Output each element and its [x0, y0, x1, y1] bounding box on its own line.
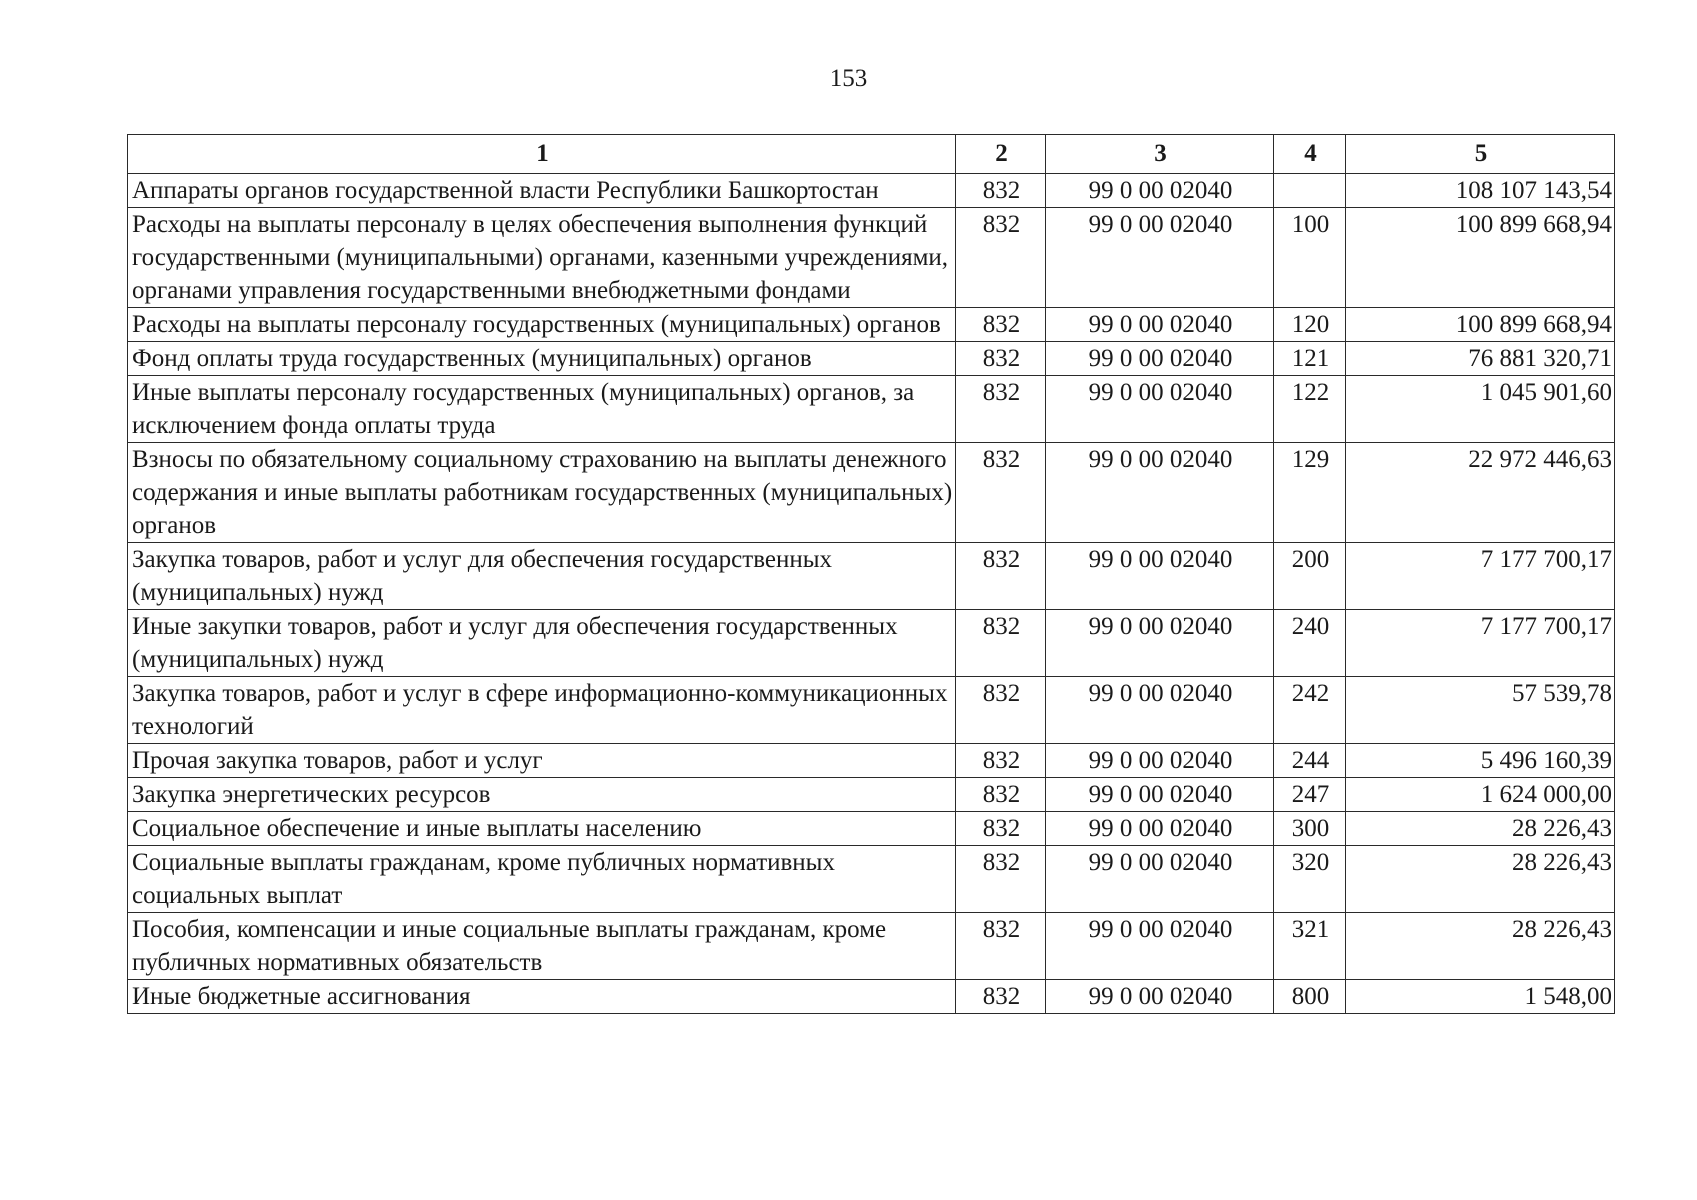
cell-ved: 832 [956, 913, 1046, 980]
cell-name: Прочая закупка товаров, работ и услуг [128, 744, 956, 778]
table-row [128, 846, 1615, 913]
cell-name: Иные бюджетные ассигнования [128, 980, 956, 1014]
cell-sum: 28 226,43 [1346, 913, 1615, 980]
cell-sum: 100 899 668,94 [1346, 208, 1615, 308]
cell-csr: 99 0 00 02040 [1046, 308, 1274, 342]
cell-csr: 99 0 00 02040 [1046, 376, 1274, 443]
cell-ved: 832 [956, 376, 1046, 443]
table-row [128, 778, 1615, 812]
cell-name: Расходы на выплаты персоналу в целях обеспечения выполнения функций государственными (муниципальными) органами, казенными учреждениями, органами управления государственными внебюджетными фондами [128, 208, 956, 308]
cell-vr: 321 [1274, 913, 1346, 980]
cell-vr: 120 [1274, 308, 1346, 342]
cell-csr: 99 0 00 02040 [1046, 543, 1274, 610]
cell-sum: 1 045 901,60 [1346, 376, 1615, 443]
cell-vr: 242 [1274, 677, 1346, 744]
cell-ved: 832 [956, 778, 1046, 812]
cell-ved: 832 [956, 543, 1046, 610]
cell-name: Расходы на выплаты персоналу государственных (муниципальных) органов [128, 308, 956, 342]
cell-csr: 99 0 00 02040 [1046, 980, 1274, 1014]
cell-name: Социальные выплаты гражданам, кроме публичных нормативных социальных выплат [128, 846, 956, 913]
table-row [128, 208, 1615, 308]
cell-vr: 800 [1274, 980, 1346, 1014]
cell-name: Иные закупки товаров, работ и услуг для обеспечения государственных (муниципальных) нужд [128, 610, 956, 677]
table-row [128, 812, 1615, 846]
cell-sum: 57 539,78 [1346, 677, 1615, 744]
cell-sum: 76 881 320,71 [1346, 342, 1615, 376]
cell-name: Закупка товаров, работ и услуг для обеспечения государственных (муниципальных) нужд [128, 543, 956, 610]
cell-csr: 99 0 00 02040 [1046, 913, 1274, 980]
budget-table [127, 134, 1615, 1014]
cell-ved: 832 [956, 677, 1046, 744]
table-row [128, 980, 1615, 1014]
cell-vr: 122 [1274, 376, 1346, 443]
cell-csr: 99 0 00 02040 [1046, 342, 1274, 376]
cell-vr: 244 [1274, 744, 1346, 778]
cell-csr: 99 0 00 02040 [1046, 610, 1274, 677]
table-row [128, 610, 1615, 677]
cell-vr: 320 [1274, 846, 1346, 913]
header-cell-name: 1 [128, 135, 956, 174]
cell-csr: 99 0 00 02040 [1046, 443, 1274, 543]
cell-name: Иные выплаты персоналу государственных (муниципальных) органов, за исключением фонда оплаты труда [128, 376, 956, 443]
cell-sum: 100 899 668,94 [1346, 308, 1615, 342]
cell-sum: 108 107 143,54 [1346, 174, 1615, 208]
cell-csr: 99 0 00 02040 [1046, 778, 1274, 812]
table-body [128, 174, 1615, 1014]
cell-name: Закупка энергетических ресурсов [128, 778, 956, 812]
header-cell-ved: 2 [956, 135, 1046, 174]
header-row [128, 135, 1615, 174]
cell-sum: 1 624 000,00 [1346, 778, 1615, 812]
cell-csr: 99 0 00 02040 [1046, 208, 1274, 308]
cell-vr: 240 [1274, 610, 1346, 677]
table-row [128, 543, 1615, 610]
page-number: 153 [829, 65, 868, 92]
cell-vr: 200 [1274, 543, 1346, 610]
header-cell-csr: 3 [1046, 135, 1274, 174]
table-row [128, 744, 1615, 778]
cell-sum: 7 177 700,17 [1346, 543, 1615, 610]
table-row [128, 913, 1615, 980]
cell-sum: 22 972 446,63 [1346, 443, 1615, 543]
cell-sum: 28 226,43 [1346, 812, 1615, 846]
table-row [128, 342, 1615, 376]
table-row [128, 376, 1615, 443]
cell-vr [1274, 174, 1346, 208]
table-row [128, 443, 1615, 543]
cell-csr: 99 0 00 02040 [1046, 846, 1274, 913]
cell-csr: 99 0 00 02040 [1046, 677, 1274, 744]
cell-ved: 832 [956, 846, 1046, 913]
cell-vr: 100 [1274, 208, 1346, 308]
cell-ved: 832 [956, 342, 1046, 376]
cell-name: Аппараты органов государственной власти Республики Башкортостан [128, 174, 956, 208]
table-header [128, 135, 1615, 174]
cell-csr: 99 0 00 02040 [1046, 812, 1274, 846]
cell-vr: 247 [1274, 778, 1346, 812]
cell-vr: 121 [1274, 342, 1346, 376]
table-row [128, 677, 1615, 744]
cell-ved: 832 [956, 610, 1046, 677]
header-cell-vr: 4 [1274, 135, 1346, 174]
cell-ved: 832 [956, 443, 1046, 543]
cell-sum: 5 496 160,39 [1346, 744, 1615, 778]
cell-csr: 99 0 00 02040 [1046, 744, 1274, 778]
cell-ved: 832 [956, 980, 1046, 1014]
cell-ved: 832 [956, 744, 1046, 778]
cell-csr: 99 0 00 02040 [1046, 174, 1274, 208]
cell-name: Закупка товаров, работ и услуг в сфере информационно-коммуникационных технологий [128, 677, 956, 744]
cell-sum: 28 226,43 [1346, 846, 1615, 913]
cell-name: Фонд оплаты труда государственных (муниципальных) органов [128, 342, 956, 376]
cell-ved: 832 [956, 812, 1046, 846]
header-cell-sum: 5 [1346, 135, 1615, 174]
cell-name: Социальное обеспечение и иные выплаты населению [128, 812, 956, 846]
cell-ved: 832 [956, 308, 1046, 342]
cell-name: Взносы по обязательному социальному страхованию на выплаты денежного содержания и иные выплаты работникам государственных (муниципальных) органов [128, 443, 956, 543]
cell-vr: 300 [1274, 812, 1346, 846]
cell-name: Пособия, компенсации и иные социальные выплаты гражданам, кроме публичных нормативных обязательств [128, 913, 956, 980]
cell-sum: 7 177 700,17 [1346, 610, 1615, 677]
cell-ved: 832 [956, 208, 1046, 308]
table-row [128, 174, 1615, 208]
table-row [128, 308, 1615, 342]
cell-sum: 1 548,00 [1346, 980, 1615, 1014]
cell-vr: 129 [1274, 443, 1346, 543]
cell-ved: 832 [956, 174, 1046, 208]
